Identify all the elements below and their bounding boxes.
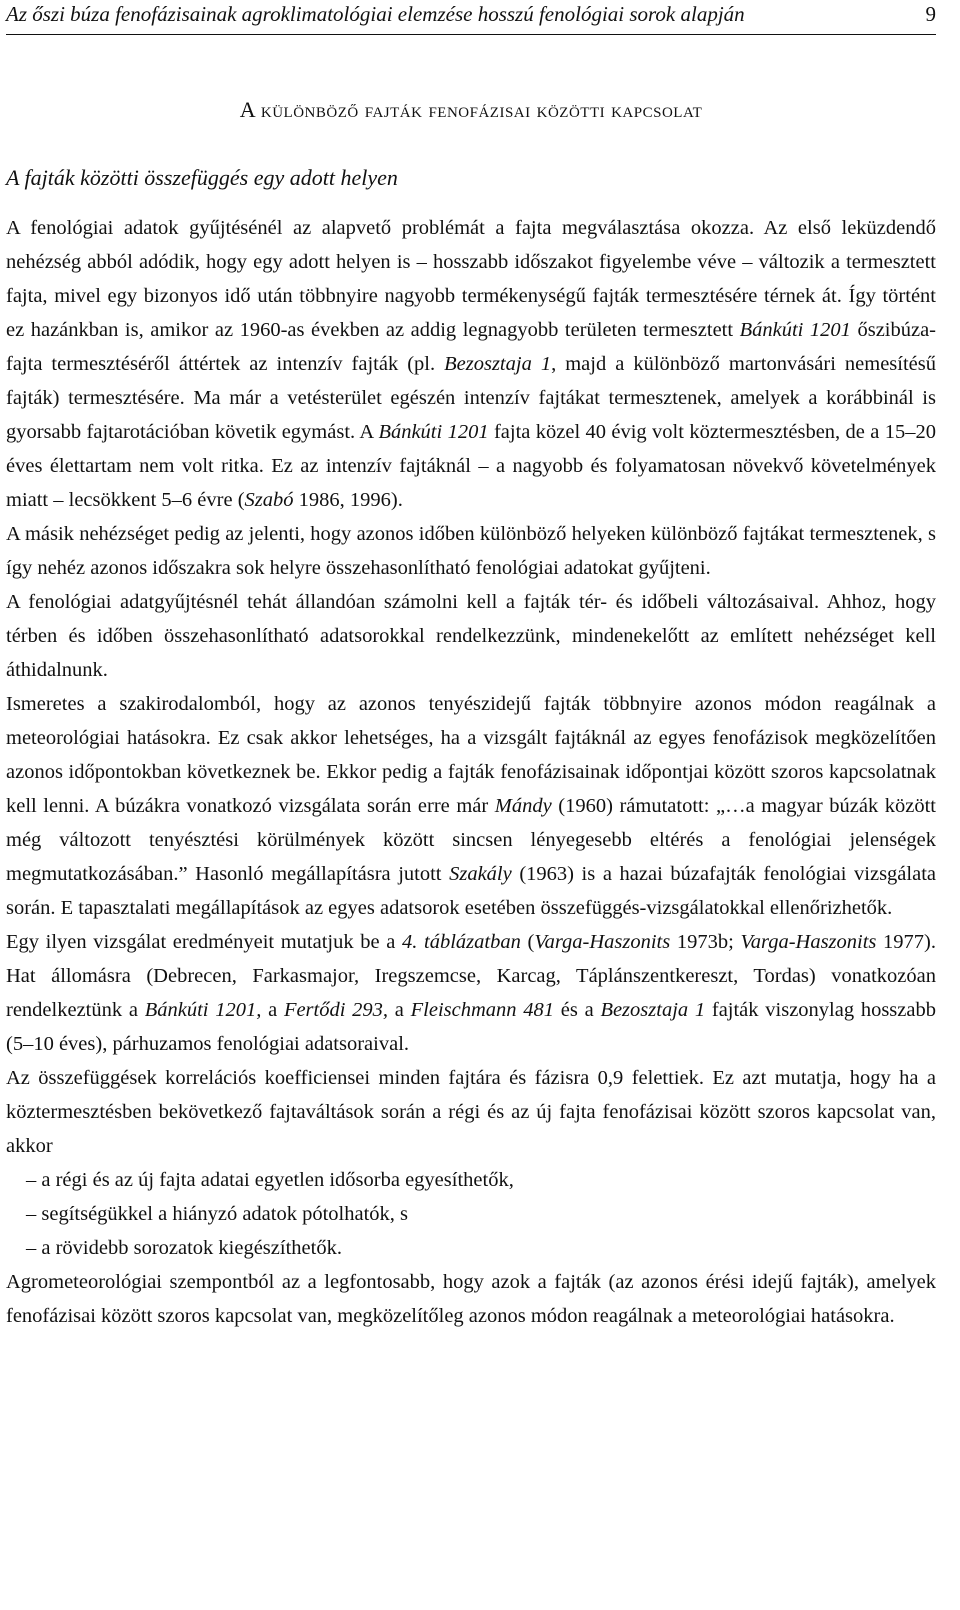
list-item: – segítségükkel a hiányzó adatok pótolhatók, s	[26, 1203, 409, 1225]
page-number: 9	[925, 2, 936, 26]
paragraph-5: Egy ilyen vizsgálat eredményeit mutatjuk be a 4. táblázatban (Varga-Haszonits 1973b; Varga-Haszonits 1977). Hat állomásra (Debrecen, Farkasmajor, Iregszemcse, Karcag, Táplánszentkereszt, Tordas) vonatkozóan rendelkeztünk a Bánkúti 1201, a Fertődi 293, a Fleischmann 481 és a Bezosztaja 1 fajták viszonylag hosszabb (5–10 éves), párhuzamos fenológiai adatsoraival.	[6, 931, 937, 1055]
paragraph-6: Az összefüggések korrelációs koefficiensei minden fajtára és fázisra 0,9 felettiek. Ez azt mutatja, hogy ha a köztermesztésben bekövetkező fajtaváltások során a régi és az új fajta fenofázisai között szoros kapcsolat van, akkor	[6, 1067, 936, 1157]
paragraph-4: Ismeretes a szakirodalomból, hogy az azonos tenyészidejű fajták többnyire azonos módon reagálnak a meteorológiai hatásokra. Ez csak akkor lehetséges, ha a vizsgált fajtáknál az egyes fenofázisok megközelítően azonos időpontokban következnek be. Ekkor pedig a fajták fenofázisainak időpontjai között szoros kapcsolatnak kell lenni. A búzákra vonatkozó vizsgálata során erre már Mándy (1960) rámutatott: „…a magyar búzák között még változott tenyésztési körülmények között sincsen lényegesebb eltérés a fenológiai jelenségek megmutatkozásában.” Hasonló megállapításra jutott Szakály (1963) is a hazai búzafajták fenológiai vizsgálata során. E tapasztalati megállapítások az egyes adatsorok esetében összefüggés-vizsgálatokkal ellenőrizhetők.	[6, 693, 936, 919]
running-header	[6, 0, 936, 35]
section-title: A különböző fajták fenofázisai közötti kapcsolat	[239, 97, 703, 122]
paragraph-2: A másik nehézséget pedig az jelenti, hogy azonos időben különböző helyeken különböző fajtákat termesztenek, s így nehéz azonos időszakra sok helyre összehasonlítható fenológiai adatokat gyűjteni.	[6, 523, 936, 579]
bullet-list	[6, 1163, 936, 1265]
body-text	[6, 211, 936, 1333]
paragraph-3: A fenológiai adatgyűjtésnél tehát állandóan számolni kell a fajták tér- és időbeli változásaival. Ahhoz, hogy térben és időben összehasonlítható adatsorokkal rendelkezzünk, mindenekelőtt az említett nehézséget kell áthidalnunk.	[6, 591, 936, 681]
list-item: – a régi és az új fajta adatai egyetlen idősorba egyesíthetők,	[26, 1169, 514, 1191]
paragraph-7: Agrometeorológiai szempontból az a legfontosabb, hogy azok a fajták (az azonos érési idejű fajták), amelyek fenofázisai között szoros kapcsolat van, megközelítőleg azonos módon reagálnak a meteorológiai hatásokra.	[6, 1271, 936, 1327]
running-title: Az őszi búza fenofázisainak agroklimatológiai elemzése hosszú fenológiai sorok alapján	[6, 2, 745, 26]
subsection-title: A fajták közötti összefüggés egy adott helyen	[6, 165, 398, 190]
paragraph-1: A fenológiai adatok gyűjtésénél az alapvető problémát a fajta megválasztása okozza. Az első leküzdendő nehézség abból adódik, hogy egy adott helyen is – hosszabb időszakot figyelembe véve – változik a termesztett fajta, mivel egy bizonyos idő után többnyire nagyobb termékenységű fajták termesztésére térnek át. Így történt ez hazánkban is, amikor az 1960-as években az addig legnagyobb területen termesztett Bánkúti 1201 őszibúza-fajta termesztéséről áttértek az intenzív fajták (pl. Bezosztaja 1, majd a különböző martonvásári nemesítésű fajták) termesztésére. Ma már a vetésterület egészén intenzív fajtákat termesztenek, amelyek a korábbinál is gyorsabb fajtarotációban követik egymást. A Bánkúti 1201 fajta közel 40 évig volt köztermesztésben, de a 15–20 éves élettartam nem volt ritka. Ez az intenzív fajtáknál – a nagyobb és folyamatosan növekvő követelmények miatt – lecsökkent 5–6 évre (Szabó 1986, 1996).	[6, 217, 937, 511]
list-item: – a rövidebb sorozatok kiegészíthetők.	[26, 1237, 342, 1259]
